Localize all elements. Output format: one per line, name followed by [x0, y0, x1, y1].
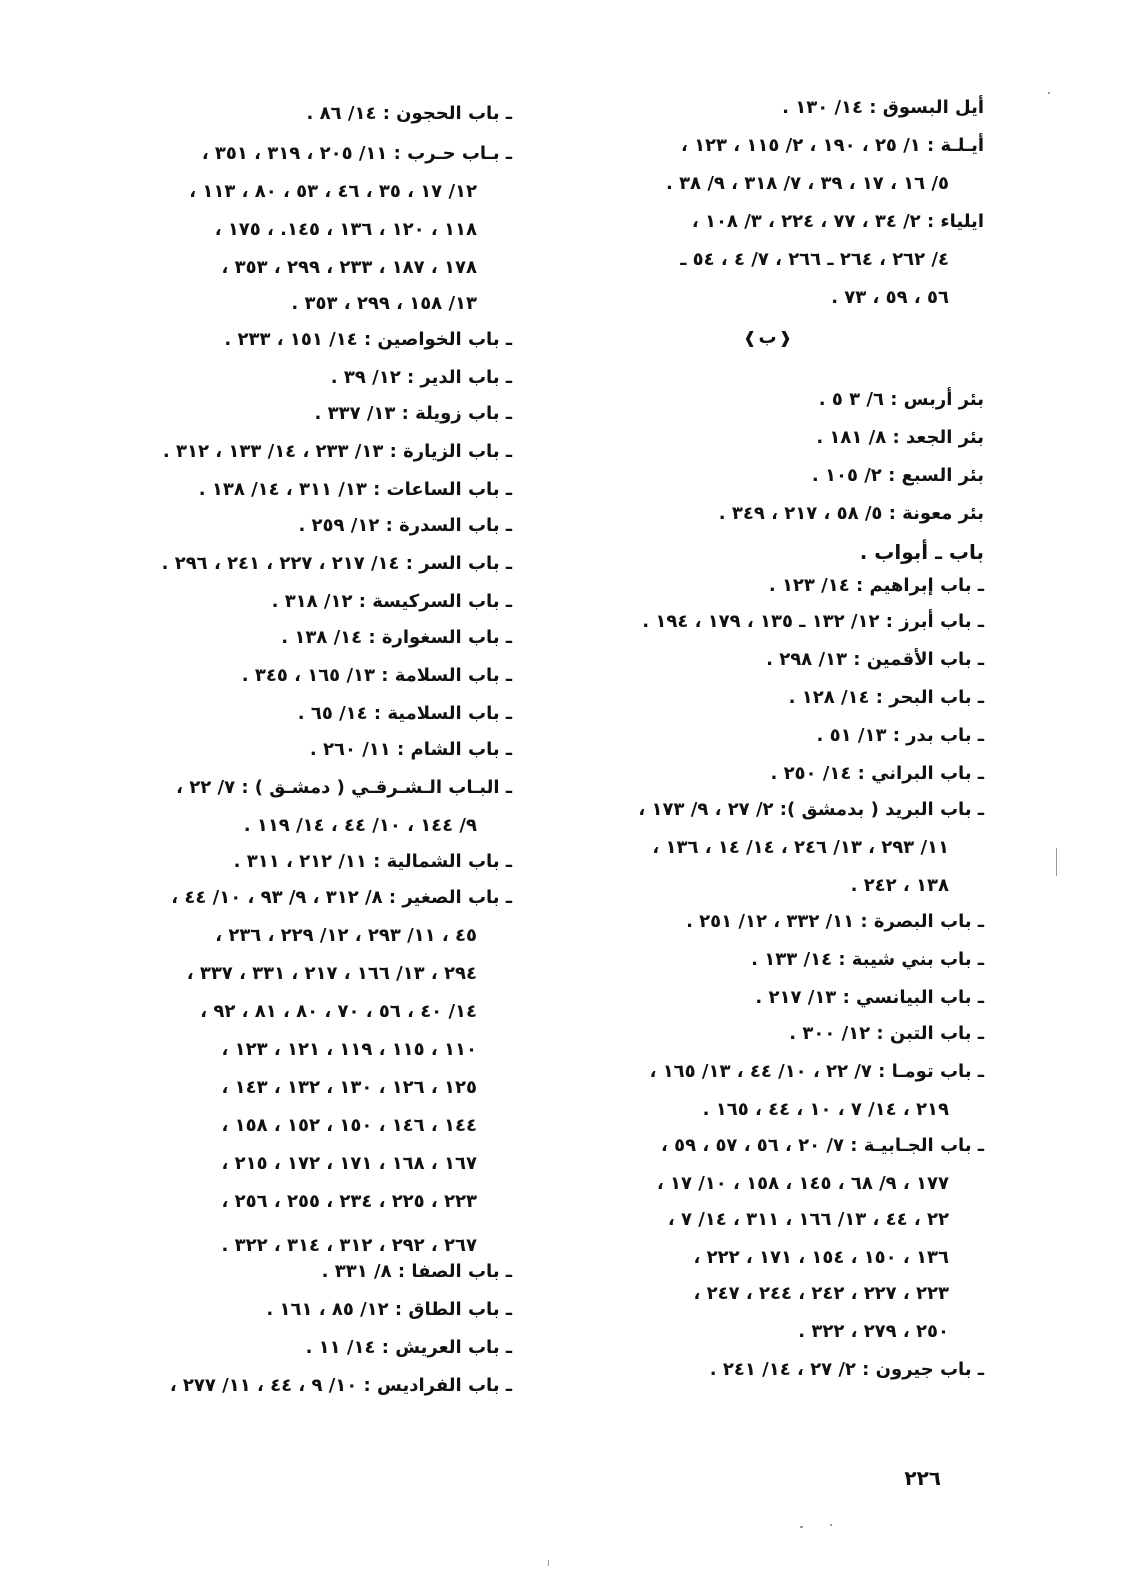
ornament-open-icon: ❰ [778, 328, 792, 347]
index-entry: ـ باب أبرز : ١٢/ ١٣٢ ـ ١٣٥ ، ١٧٩ ، ١٩٤ . [642, 611, 984, 632]
scan-speck [1048, 92, 1050, 94]
index-entry: بئر السبع : ٢/ ١٠٥ . [811, 465, 984, 486]
index-entry-continuation: ١٦٧ ، ١٦٨ ، ١٧١ ، ١٧٢ ، ٢١٥ ، [221, 1153, 477, 1174]
index-entry: ـ باب البريد ( بدمشق ): ٢/ ٢٧ ، ٩/ ١٧٣ ، [638, 799, 984, 820]
index-entry: بئر معونة : ٥/ ٥٨ ، ٢١٧ ، ٣٤٩ . [718, 503, 984, 524]
index-entry: ـ باب الزيارة : ١٣/ ٢٣٣ ، ١٤/ ١٣٣ ، ٣١٢ . [162, 441, 512, 462]
index-entry: ـ باب الجـابيـة : ٧/ ٢٠ ، ٥٦ ، ٥٧ ، ٥٩ ، [660, 1135, 984, 1156]
index-entry-continuation: ٢٢٣ ، ٢٢٥ ، ٢٣٤ ، ٢٥٥ ، ٢٥٦ ، [221, 1191, 477, 1212]
index-entry: ـ باب الحجون : ١٤/ ٨٦ . [306, 103, 512, 124]
index-entry-continuation: ٥/ ١٦ ، ١٧ ، ٣٩ ، ٧/ ٣١٨ ، ٩/ ٣٨ . [665, 173, 949, 194]
index-entry: ـ باب الأقمين : ١٣/ ٢٩٨ . [766, 649, 984, 670]
index-entry: ـ باب البراني : ١٤/ ٢٥٠ . [770, 763, 984, 784]
index-entry: ـ باب الصفا : ٨/ ٣٣١ . [321, 1261, 512, 1282]
index-entry-continuation: ١١٠ ، ١١٥ ، ١١٩ ، ١٢١ ، ١٢٣ ، [221, 1039, 477, 1060]
index-entry-continuation: ١٤/ ٤٠ ، ٥٦ ، ٧٠ ، ٨٠ ، ٨١ ، ٩٢ ، [200, 1001, 477, 1022]
index-entry: ـ بـاب حـرب : ١١/ ٢٠٥ ، ٣١٩ ، ٣٥١ ، [201, 143, 512, 164]
index-entry: ـ باب العريش : ١٤/ ١١ . [305, 1337, 512, 1358]
page-number: ٢٢٦ [904, 1466, 941, 1490]
index-entry: أيـلـة : ١/ ٢٥ ، ١٩٠ ، ٢/ ١١٥ ، ١٢٣ ، [680, 135, 984, 156]
section-heading [741, 326, 794, 350]
scan-speck [1056, 848, 1057, 876]
index-entry-continuation: ٤/ ٢٦٢ ، ٢٦٤ ـ ٢٦٦ ، ٧/ ٤ ، ٥٤ ـ [680, 249, 949, 270]
index-entry: ـ البـاب الـشـرقـي ( دمشـق ) : ٧/ ٢٢ ، [176, 777, 512, 798]
index-entry-continuation: ١٢/ ١٧ ، ٣٥ ، ٤٦ ، ٥٣ ، ٨٠ ، ١١٣ ، [189, 181, 477, 202]
index-entry: ـ باب التبن : ١٢/ ٣٠٠ . [789, 1023, 984, 1044]
index-entry: ـ باب السغوارة : ١٤/ ١٣٨ . [281, 627, 512, 648]
index-entry: بئر أربس : ٦/ ٣ ٥ . [818, 389, 984, 410]
index-entry-continuation: ١٧٨ ، ١٨٧ ، ٢٣٣ ، ٢٩٩ ، ٣٥٣ ، [221, 257, 477, 278]
index-entry: ـ باب بدر : ١٣/ ٥١ . [816, 725, 984, 746]
index-entry: ـ باب السر : ١٤/ ٢١٧ ، ٢٢٧ ، ٢٤١ ، ٢٩٦ . [161, 553, 512, 574]
index-entry: ـ باب بني شيبة : ١٤/ ١٣٣ . [751, 949, 984, 970]
scan-speck [800, 1526, 803, 1528]
index-entry: ـ باب السلامية : ١٤/ ٦٥ . [297, 703, 512, 724]
index-entry-continuation: ٢٢٣ ، ٢٢٧ ، ٢٤٢ ، ٢٤٤ ، ٢٤٧ ، [693, 1283, 949, 1304]
index-entry: ـ باب الفراديس : ١٠/ ٩ ، ٤٤ ، ١١/ ٢٧٧ ، [169, 1375, 512, 1396]
index-entry-continuation: ٢٩٤ ، ١٣/ ١٦٦ ، ٢١٧ ، ٣٣١ ، ٣٣٧ ، [186, 963, 477, 984]
index-entry-continuation: ٢٢ ، ٤٤ ، ١٣/ ١٦٦ ، ٣١١ ، ١٤/ ٧ ، [667, 1209, 949, 1230]
scan-speck [830, 1524, 832, 1526]
index-entry-continuation: ١١٨ ، ١٢٠ ، ١٣٦ ، ١٤٥. ، ١٧٥ ، [214, 219, 477, 240]
index-entry: ـ باب السركيسة : ١٢/ ٣١٨ . [271, 591, 512, 612]
index-entry: بئر الجعد : ٨/ ١٨١ . [816, 427, 984, 448]
index-entry: ـ باب الخواصين : ١٤/ ١٥١ ، ٢٣٣ . [224, 329, 512, 350]
index-entry-continuation: ١٣٦ ، ١٥٠ ، ١٥٤ ، ١٧١ ، ٢٢٢ ، [693, 1247, 949, 1268]
index-entry-continuation: ٢٦٧ ، ٢٩٢ ، ٣١٢ ، ٣١٤ ، ٣٢٢ . [221, 1235, 477, 1256]
index-group-heading: باب ـ أبواب . [859, 540, 984, 564]
index-entry-continuation: ١١/ ٢٩٣ ، ١٣/ ٢٤٦ ، ١٤/ ١٤ ، ١٣٦ ، [652, 837, 949, 858]
ornament-close-icon: ❱ [743, 328, 757, 347]
index-entry: ـ باب جيرون : ٢/ ٢٧ ، ١٤/ ٢٤١ . [709, 1359, 984, 1380]
index-entry: ـ باب الدير : ١٢/ ٣٩ . [330, 367, 512, 388]
index-entry: ـ باب الطاق : ١٢/ ٨٥ ، ١٦١ . [266, 1299, 512, 1320]
index-entry-continuation: ١٤٤ ، ١٤٦ ، ١٥٠ ، ١٥٢ ، ١٥٨ ، [221, 1115, 477, 1136]
index-entry: ـ باب تومـا : ٧/ ٢٢ ، ١٠/ ٤٤ ، ١٣/ ١٦٥ ، [649, 1061, 984, 1082]
index-entry: ـ باب إبراهيم : ١٤/ ١٢٣ . [768, 575, 984, 596]
index-entry-continuation: ٢١٩ ، ١٤/ ٧ ، ١٠ ، ٤٤ ، ١٦٥ . [702, 1099, 949, 1120]
index-entry: ـ باب البيانسي : ١٣/ ٢١٧ . [755, 987, 984, 1008]
index-entry-continuation: ٩/ ١٤٤ ، ١٠/ ٤٤ ، ١٤/ ١١٩ . [243, 815, 477, 836]
index-entry-continuation: ١٣/ ١٥٨ ، ٢٩٩ ، ٣٥٣ . [291, 293, 477, 314]
index-entry: ـ باب السلامة : ١٣/ ١٦٥ ، ٣٤٥ . [241, 665, 512, 686]
index-entry-continuation: ٥٦ ، ٥٩ ، ٧٣ . [831, 287, 949, 308]
index-entry: ـ باب البصرة : ١١/ ٣٣٢ ، ١٢/ ٢٥١ . [686, 911, 984, 932]
index-entry-continuation: ١٣٨ ، ٢٤٢ . [850, 875, 949, 896]
index-entry: أيل البسوق : ١٤/ ١٣٠ . [782, 97, 984, 118]
index-entry: ـ باب الساعات : ١٣/ ٣١١ ، ١٤/ ١٣٨ . [198, 479, 512, 500]
index-entry: ـ باب الشمالية : ١١/ ٢١٢ ، ٣١١ . [233, 851, 512, 872]
index-entry-continuation: ٤٥ ، ١١/ ٢٩٣ ، ١٢/ ٢٢٩ ، ٢٣٦ ، [215, 925, 477, 946]
index-entry-continuation: ٢٥٠ ، ٢٧٩ ، ٣٢٢ . [798, 1321, 949, 1342]
index-entry: ـ باب الشام : ١١/ ٢٦٠ . [309, 739, 512, 760]
index-entry: ـ باب السدرة : ١٢/ ٢٥٩ . [298, 515, 512, 536]
index-entry: ايلياء : ٢/ ٣٤ ، ٧٧ ، ٢٢٤ ، ٣/ ١٠٨ ، [691, 211, 984, 232]
index-entry: ـ باب الصغير : ٨/ ٣١٢ ، ٩/ ٩٣ ، ١٠/ ٤٤ ، [171, 887, 512, 908]
index-entry-continuation: ١٧٧ ، ٩/ ٦٨ ، ١٤٥ ، ١٥٨ ، ١٠/ ١٧ ، [656, 1173, 949, 1194]
index-entry: ـ باب زويلة : ١٣/ ٣٣٧ . [314, 403, 512, 424]
section-letter: ب [758, 327, 777, 348]
index-entry: ـ باب البحر : ١٤/ ١٢٨ . [788, 687, 984, 708]
index-entry-continuation: ١٢٥ ، ١٢٦ ، ١٣٠ ، ١٣٢ ، ١٤٣ ، [221, 1077, 477, 1098]
scan-speck [548, 1560, 549, 1566]
